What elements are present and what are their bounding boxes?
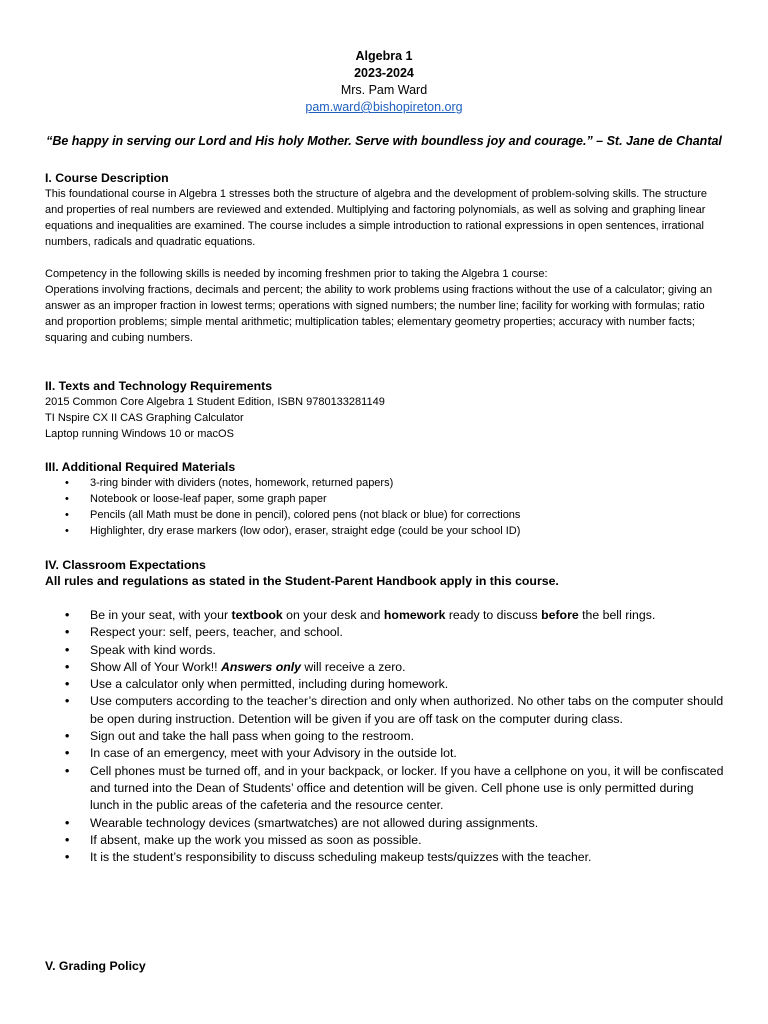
list-item: • Respect your: self, peers, teacher, and school. <box>45 624 725 641</box>
list-item: • Notebook or loose-leaf paper, some graph paper <box>45 491 725 507</box>
teacher-email-link[interactable]: pam.ward@bishopireton.org <box>305 100 463 114</box>
materials-list <box>45 475 725 539</box>
paragraph: This foundational course in Algebra 1 stresses both the structure of algebra and the development of problem-solving skills. The structure and properties of real numbers are reviewed and extended. Multiplying and factoring polynomials, as well as solving and graphing linear equations and inequalities are examined. The course includes a simple introduction to rational expressions in open sentences, irrational numbers, radicals and quadratic equations. <box>45 188 707 248</box>
section-course-description <box>45 170 725 346</box>
section-classroom-expectations <box>45 557 725 866</box>
list-item: • Cell phones must be turned off, and in your backpack, or locker. If you have a cellphone on you, it will be confiscated and turned into the Dean of Students’ office and detention will be given. Cell phone use is only permitted during lunch in the public areas of the cafeteria and the resource center. <box>45 763 725 815</box>
text-line: 2015 Common Core Algebra 1 Student Edition, ISBN 9780133281149 <box>45 396 385 408</box>
list-item: • Use computers according to the teacher’s direction and only when authorized. No other tabs on the computer should be open during instruction. Detention will be given if you are off task on the computer during class. <box>45 693 725 728</box>
list-item: • It is the student’s responsibility to discuss scheduling makeup tests/quizzes with the teacher. <box>45 849 725 866</box>
section-heading: I. Course Description <box>45 171 169 185</box>
expectations-list <box>45 607 725 866</box>
text-line: TI Nspire CX II CAS Graphing Calculator <box>45 412 244 424</box>
list-item: • Sign out and take the hall pass when going to the restroom. <box>45 728 725 745</box>
list-item: • Highlighter, dry erase markers (low odor), eraser, straight edge (could be your school ID) <box>45 523 725 539</box>
quote: “Be happy in serving our Lord and His holy Mother. Serve with boundless joy and courage.” – St. Jane de Chantal <box>46 134 722 148</box>
section-texts-technology <box>45 378 725 442</box>
section-heading: V. Grading Policy <box>45 959 146 973</box>
school-year: 2023-2024 <box>354 66 414 80</box>
list-item: • Show All of Your Work!! Answers only will receive a zero. <box>45 659 725 676</box>
section-grading-policy <box>45 958 725 974</box>
section-heading: III. Additional Required Materials <box>45 460 236 474</box>
text-line: Laptop running Windows 10 or macOS <box>45 428 234 440</box>
list-item: • If absent, make up the work you missed as soon as possible. <box>45 832 725 849</box>
document-header <box>0 48 768 116</box>
section-heading: IV. Classroom Expectations <box>45 558 206 572</box>
list-item: • Use a calculator only when permitted, including during homework. <box>45 676 725 693</box>
paragraph-lead: Competency in the following skills is needed by incoming freshmen prior to taking the Algebra 1 course: <box>45 268 548 280</box>
paragraph: Operations involving fractions, decimals and percent; the ability to work problems using fractions without the use of a calculator; giving an answer as an improper fraction in lowest terms; operations with signed numbers; the number line; facility for working with formulas; ratio and proportion problems; simple mental arithmetic; multiplication tables; elementary geometry properties; accuracy with number facts; squaring and cubing numbers. <box>45 284 713 344</box>
section-heading: II. Texts and Technology Requirements <box>45 379 273 393</box>
list-item: • Speak with kind words. <box>45 642 725 659</box>
course-title: Algebra 1 <box>355 49 413 63</box>
list-item: • Pencils (all Math must be done in pencil), colored pens (not black or blue) for corrections <box>45 507 725 523</box>
list-item: • 3-ring binder with dividers (notes, homework, returned papers) <box>45 475 725 491</box>
section-subheading: All rules and regulations as stated in the Student-Parent Handbook apply in this course. <box>45 574 559 588</box>
section-required-materials <box>45 459 725 539</box>
teacher-name: Mrs. Pam Ward <box>340 83 428 97</box>
list-item: • Wearable technology devices (smartwatches) are not allowed during assignments. <box>45 815 725 832</box>
list-item: • In case of an emergency, meet with your Advisory in the outside lot. <box>45 745 725 762</box>
list-item: • Be in your seat, with your textbook on your desk and homework ready to discuss before the bell rings. <box>45 607 725 624</box>
